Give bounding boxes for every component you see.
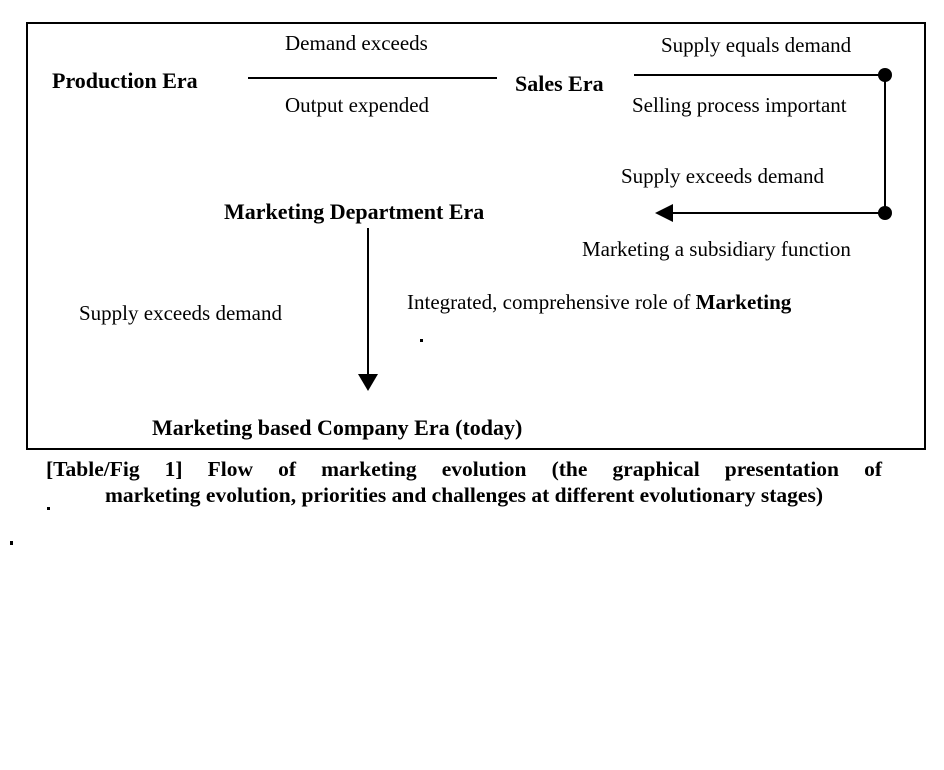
node-sales-era: Sales Era <box>515 71 604 96</box>
connector-line-to-marketing-dept <box>670 212 885 214</box>
label-integrated-role-bold-word: Marketing <box>695 290 792 314</box>
label-marketing-subsidiary-function: Marketing a subsidiary function <box>582 237 851 261</box>
figure-caption <box>46 456 882 508</box>
label-selling-process-important: Selling process important <box>632 93 847 117</box>
node-marketing-department-era: Marketing Department Era <box>224 199 485 224</box>
connector-line-production-to-sales <box>248 77 497 79</box>
left-arrowhead-icon <box>655 204 673 222</box>
label-integrated-role <box>407 290 791 314</box>
label-supply-exceeds-demand-left: Supply exceeds demand <box>79 301 282 325</box>
label-supply-equals-demand: Supply equals demand <box>661 33 852 57</box>
figure-caption-line2: marketing evolution, priorities and challenges at different evolutionary stages) <box>104 483 823 507</box>
label-demand-exceeds: Demand exceeds <box>285 31 428 55</box>
connector-line-sales-to-corner <box>634 74 885 76</box>
connector-line-dept-to-company <box>367 228 369 376</box>
stray-dot-3 <box>10 541 13 545</box>
node-marketing-based-company-era: Marketing based Company Era (today) <box>152 415 523 440</box>
down-arrowhead-icon <box>358 374 378 391</box>
connector-line-right-vertical <box>884 75 886 213</box>
figure-caption-line1: [Table/Fig 1] Flow of marketing evolution (the graphical presentation of <box>46 457 882 481</box>
node-production-era: Production Era <box>52 68 198 93</box>
stray-dot-1 <box>420 339 423 342</box>
label-output-expended: Output expended <box>285 93 430 117</box>
label-integrated-role-prefix: Integrated, comprehensive role of <box>407 290 696 314</box>
label-supply-exceeds-demand-right: Supply exceeds demand <box>621 164 824 188</box>
